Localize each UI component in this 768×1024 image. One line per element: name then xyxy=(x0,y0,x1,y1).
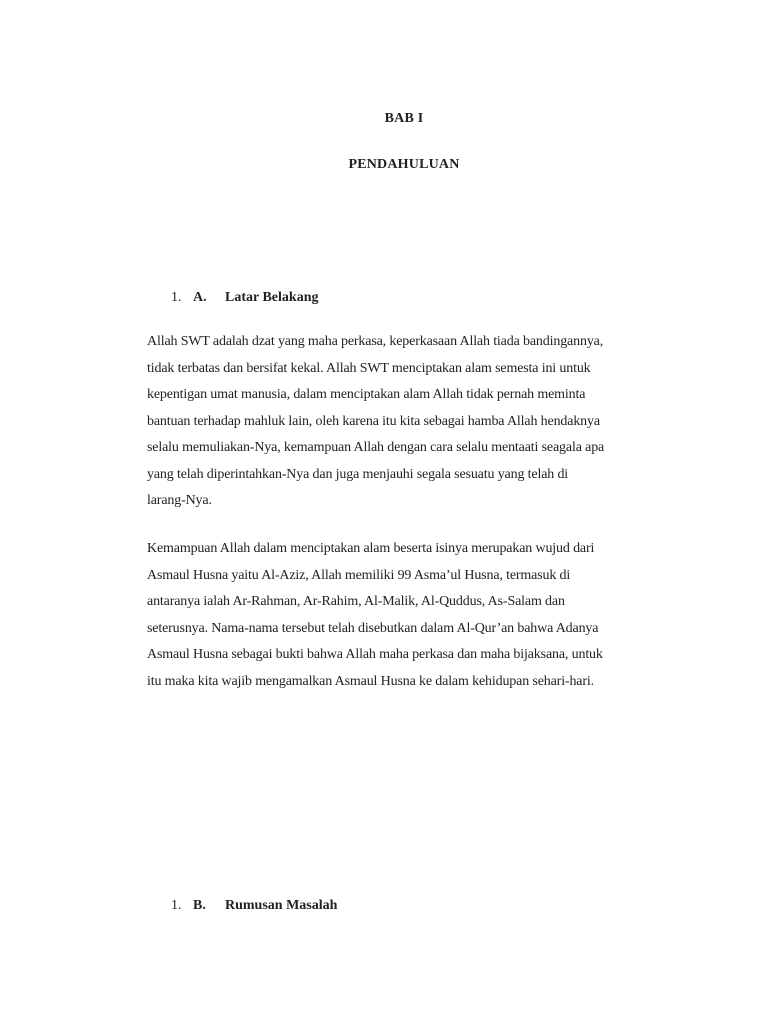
paragraph-line: selalu memuliakan-Nya, kemampuan Allah dengan cara selalu mentaati seagala apa xyxy=(147,440,605,455)
section-heading-rumusan-masalah xyxy=(171,898,337,914)
paragraph-line: Kemampuan Allah dalam menciptakan alam beserta isinya merupakan wujud dari xyxy=(147,541,595,556)
paragraph-latar-belakang-1 xyxy=(147,329,677,515)
paragraph-line: itu maka kita wajib mengamalkan Asmaul Husna ke dalam kehidupan sehari-hari. xyxy=(147,673,594,689)
section-number: 1. xyxy=(171,290,182,305)
paragraph-line: tidak terbatas dan bersifat kekal. Allah SWT menciptakan alam semesta ini untuk xyxy=(147,360,591,376)
paragraph-line: bantuan terhadap mahluk lain, oleh karena itu kita sebagai hamba Allah hendaknya xyxy=(147,413,600,429)
chapter-heading: BAB I xyxy=(384,111,424,126)
section-number: 1. xyxy=(171,898,182,913)
section-letter: A. xyxy=(193,290,207,305)
section-title: Latar Belakang xyxy=(225,290,319,305)
paragraph-latar-belakang-2 xyxy=(147,536,677,695)
paragraph-line: yang telah diperintahkan-Nya dan juga menjauhi segala sesuatu yang telah di xyxy=(147,466,569,482)
paragraph-line: larang-Nya. xyxy=(147,493,212,508)
section-title: Rumusan Masalah xyxy=(225,898,338,913)
paragraph-line: seterusnya. Nama-nama tersebut telah disebutkan dalam Al-Qur’an bahwa Adanya xyxy=(147,620,599,636)
section-letter: B. xyxy=(193,898,206,913)
paragraph-line: Asmaul Husna sebagai bukti bahwa Allah maha perkasa dan maha bijaksana, untuk xyxy=(147,647,603,662)
paragraph-line: antaranya ialah Ar-Rahman, Ar-Rahim, Al-Malik, Al-Quddus, As-Salam dan xyxy=(147,594,565,609)
chapter-title: PENDAHULUAN xyxy=(348,157,460,172)
paragraph-line: kepentigan umat manusia, dalam menciptakan alam Allah tidak pernah meminta xyxy=(147,387,586,402)
paragraph-line: Asmaul Husna yaitu Al-Aziz, Allah memiliki 99 Asma’ul Husna, termasuk di xyxy=(147,567,571,583)
section-heading-latar-belakang xyxy=(171,290,318,306)
paragraph-line: Allah SWT adalah dzat yang maha perkasa, keperkasaan Allah tiada bandingannya, xyxy=(147,334,604,349)
